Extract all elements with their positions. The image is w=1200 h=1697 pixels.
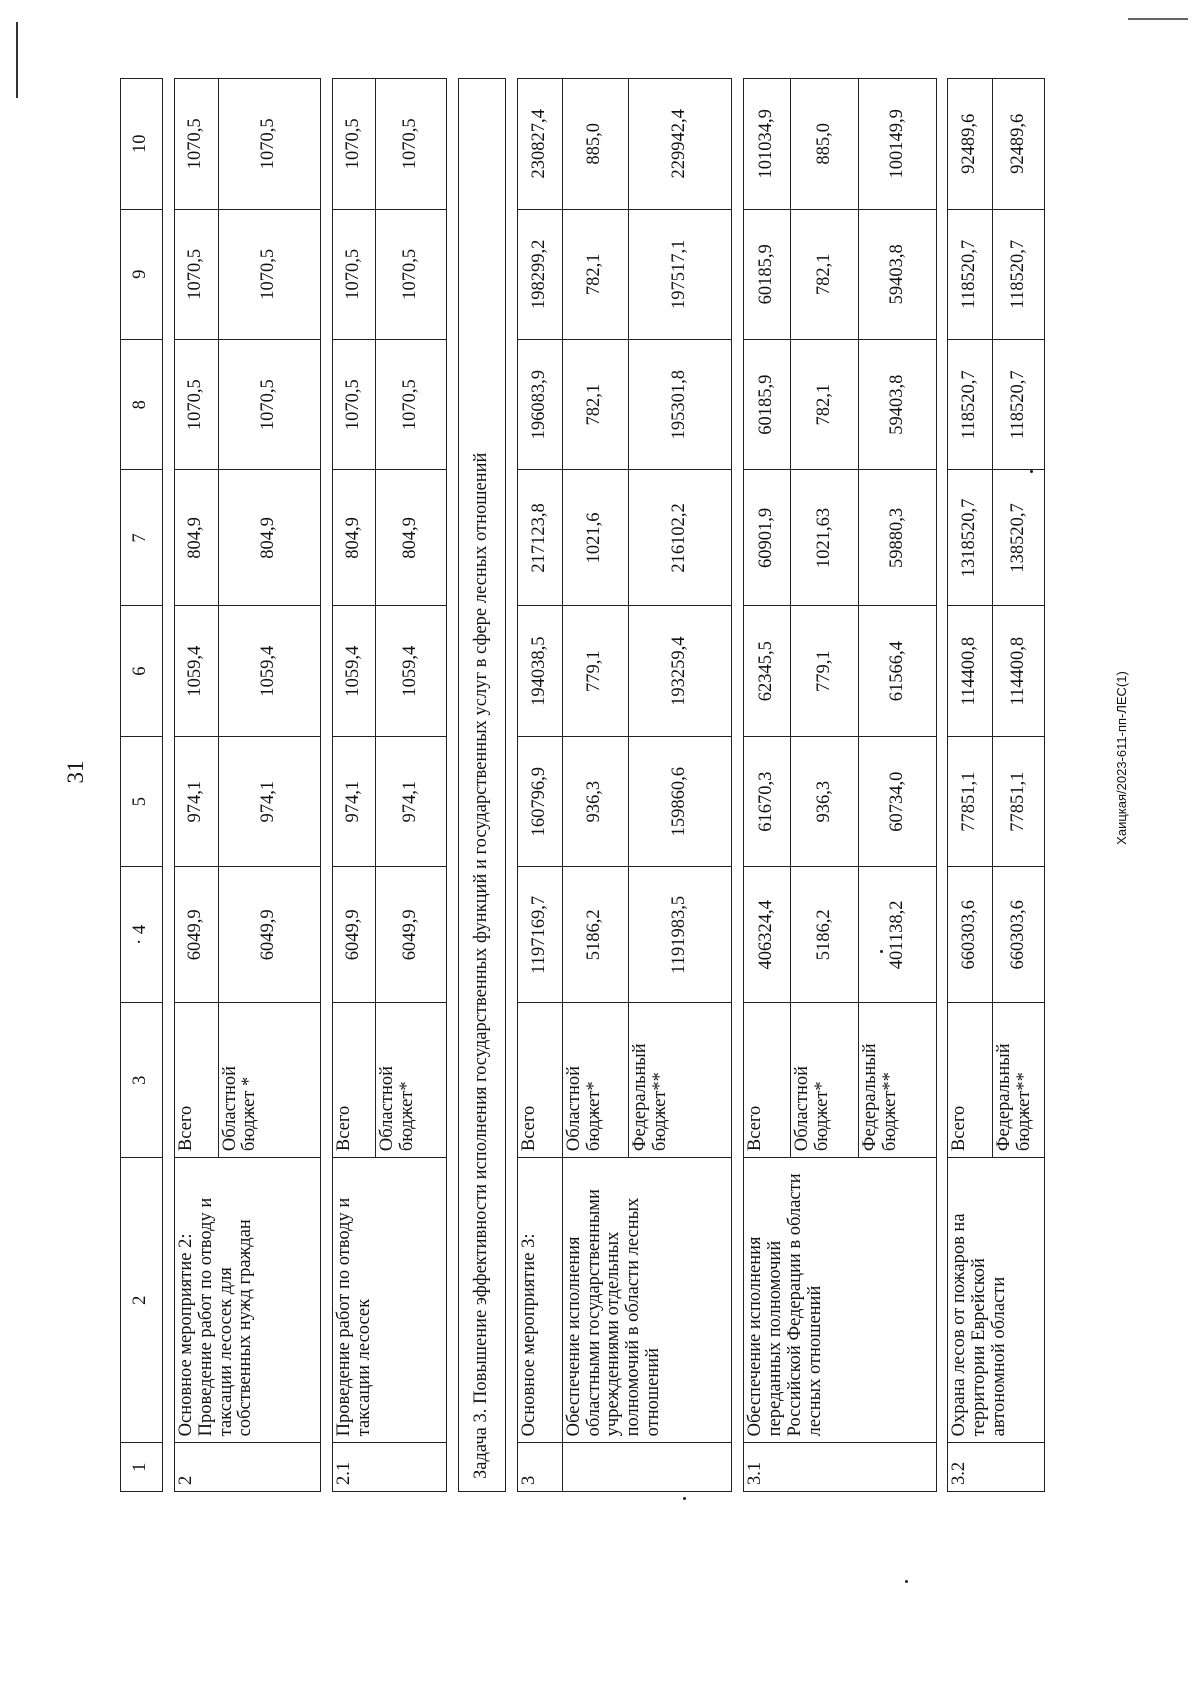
funding-source: Областной бюджет* — [790, 1003, 859, 1158]
value-cell: 782,1 — [562, 209, 628, 339]
page-number: 31 — [63, 760, 88, 784]
value-cell: 1070,5 — [218, 209, 321, 339]
measure-name: Охрана лесов от пожаров на территории Еврейской автономной области — [948, 1158, 1045, 1443]
value-cell: 61566,4 — [859, 606, 936, 736]
value-cell: 118520,7 — [993, 340, 1045, 470]
value-cell: 60185,9 — [743, 209, 790, 339]
value-cell: 1070,5 — [376, 79, 447, 210]
funding-source: Всего — [948, 1003, 993, 1158]
header-cell: 6 — [121, 606, 163, 736]
value-cell: 59880,3 — [859, 470, 936, 606]
value-cell: 1059,4 — [333, 606, 376, 736]
value-cell: 1021,63 — [790, 470, 859, 606]
value-cell: 779,1 — [562, 606, 628, 736]
funding-source: Федеральный бюджет** — [859, 1003, 936, 1158]
scan-margin-line — [16, 22, 18, 98]
value-cell: 5186,2 — [562, 867, 628, 1003]
table-row — [948, 79, 993, 1492]
funding-source: Всего — [174, 1003, 218, 1158]
header-cell: 9 — [121, 209, 163, 339]
scan-speck — [905, 1580, 908, 1583]
value-cell: 782,1 — [790, 340, 859, 470]
value-cell: 936,3 — [562, 736, 628, 866]
value-cell: 1070,5 — [218, 340, 321, 470]
spacer-row — [731, 79, 743, 1492]
value-cell: 5186,2 — [790, 867, 859, 1003]
value-cell: 936,3 — [790, 736, 859, 866]
header-cell: 7 — [121, 470, 163, 606]
table-row — [517, 79, 562, 1492]
value-cell: 59403,8 — [859, 340, 936, 470]
value-cell: 193259,4 — [628, 606, 731, 736]
value-cell: 1059,4 — [218, 606, 321, 736]
header-cell: 8 — [121, 340, 163, 470]
row-number: 3.1 — [743, 1443, 936, 1492]
value-cell: 118520,7 — [948, 209, 993, 339]
spacer-row — [446, 79, 458, 1492]
value-cell: 1070,5 — [174, 209, 218, 339]
value-cell: 1197169,7 — [517, 867, 562, 1003]
value-cell: 804,9 — [174, 470, 218, 606]
value-cell: 60185,9 — [743, 340, 790, 470]
measure-name: Проведение работ по отводу и таксации лесосек — [333, 1158, 447, 1443]
value-cell: 660303,6 — [948, 867, 993, 1003]
value-cell: 197517,1 — [628, 209, 731, 339]
scan-speck — [683, 1497, 686, 1500]
funding-source: Областной бюджет * — [218, 1003, 321, 1158]
value-cell: 101034,9 — [743, 79, 790, 210]
funding-source: Федеральный бюджет** — [993, 1003, 1045, 1158]
value-cell: 77851,1 — [993, 736, 1045, 866]
value-cell: 216102,2 — [628, 470, 731, 606]
spacer-row — [321, 79, 333, 1492]
value-cell: 885,0 — [790, 79, 859, 210]
funding-source: Всего — [743, 1003, 790, 1158]
value-cell: 230827,4 — [517, 79, 562, 210]
value-cell: 804,9 — [218, 470, 321, 606]
value-cell: 974,1 — [376, 736, 447, 866]
value-cell: 195301,8 — [628, 340, 731, 470]
value-cell: 1059,4 — [376, 606, 447, 736]
header-cell: · 4 — [121, 867, 163, 1003]
value-cell: 1070,5 — [174, 340, 218, 470]
value-cell: 118520,7 — [993, 209, 1045, 339]
measure-name: Обеспечение исполнения областными государственными учреждениями отдельных полномочий в области лесных отношений — [562, 1158, 731, 1443]
value-cell: 6049,9 — [376, 867, 447, 1003]
value-cell: 406324,4 — [743, 867, 790, 1003]
funding-source: Областной бюджет* — [562, 1003, 628, 1158]
funding-source: Всего — [517, 1003, 562, 1158]
value-cell: 160796,9 — [517, 736, 562, 866]
value-cell: 1070,5 — [333, 79, 376, 210]
value-cell: 1191983,5 — [628, 867, 731, 1003]
value-cell: 660303,6 — [993, 867, 1045, 1003]
header-row — [121, 79, 163, 1492]
value-cell: 77851,1 — [948, 736, 993, 866]
header-cell: 5 — [121, 736, 163, 866]
budget-table — [120, 78, 1045, 1492]
header-cell: 1 — [121, 1443, 163, 1492]
value-cell: 229942,4 — [628, 79, 731, 210]
value-cell: 92489,6 — [993, 79, 1045, 210]
value-cell: 1021,6 — [562, 470, 628, 606]
value-cell: 1070,5 — [174, 79, 218, 210]
value-cell: 1070,5 — [218, 79, 321, 210]
value-cell: 60734,0 — [859, 736, 936, 866]
row-number: 3 — [517, 1443, 562, 1492]
value-cell: 974,1 — [174, 736, 218, 866]
funding-source: Федеральный бюджет** — [628, 1003, 731, 1158]
row-number: 2.1 — [333, 1443, 447, 1492]
value-cell: 6049,9 — [174, 867, 218, 1003]
value-cell: 779,1 — [790, 606, 859, 736]
value-cell: 118520,7 — [948, 340, 993, 470]
measure-name: Основное мероприятие 3: — [517, 1158, 562, 1443]
measure-name: Основное мероприятие 2: Проведение работ по отводу и таксации лесосек для собственных нужд граждан — [174, 1158, 321, 1443]
header-cell: 2 — [121, 1158, 163, 1443]
value-cell: 782,1 — [562, 340, 628, 470]
funding-source: Областной бюджет* — [376, 1003, 447, 1158]
task-row — [458, 79, 505, 1492]
value-cell: 62345,5 — [743, 606, 790, 736]
measure-name: Обеспечение исполнения переданных полномочий Российской Федерации в области лесных отношений — [743, 1158, 936, 1443]
value-cell: 194038,5 — [517, 606, 562, 736]
table-row — [743, 79, 790, 1492]
value-cell: 974,1 — [218, 736, 321, 866]
value-cell: 1070,5 — [333, 340, 376, 470]
value-cell: 6049,9 — [218, 867, 321, 1003]
value-cell: 6049,9 — [333, 867, 376, 1003]
header-cell: 10 — [121, 79, 163, 210]
row-number — [562, 1443, 731, 1492]
table-row — [562, 79, 628, 1492]
rotated-table-container — [120, 78, 1045, 1492]
value-cell: 114400,8 — [993, 606, 1045, 736]
value-cell: 59403,8 — [859, 209, 936, 339]
value-cell: 885,0 — [562, 79, 628, 210]
value-cell: 198299,2 — [517, 209, 562, 339]
value-cell: 804,9 — [376, 470, 447, 606]
value-cell: 61670,3 — [743, 736, 790, 866]
value-cell: 92489,6 — [948, 79, 993, 210]
value-cell: 100149,9 — [859, 79, 936, 210]
value-cell: 1318520,7 — [948, 470, 993, 606]
value-cell: 159860,6 — [628, 736, 731, 866]
spacer-row — [505, 79, 517, 1492]
value-cell: 60901,9 — [743, 470, 790, 606]
header-cell: 3 — [121, 1003, 163, 1158]
value-cell: 1070,5 — [333, 209, 376, 339]
value-cell: 217123,8 — [517, 470, 562, 606]
spacer-row — [162, 79, 174, 1492]
task-heading: Задача 3. Повышение эффективности исполнения государственных функций и государственных услуг в сфере лесных отношений — [458, 79, 505, 1492]
value-cell: 1070,5 — [376, 209, 447, 339]
scan-top-line — [1128, 18, 1188, 20]
value-cell: 782,1 — [790, 209, 859, 339]
value-cell: 1070,5 — [376, 340, 447, 470]
value-cell: 1059,4 — [174, 606, 218, 736]
footer-document-code: Хаицкая/2023-611-пп-ЛЕС(1) — [1114, 671, 1129, 845]
spacer-row — [936, 79, 948, 1492]
value-cell: 974,1 — [333, 736, 376, 866]
table-row — [174, 79, 218, 1492]
value-cell: 804,9 — [333, 470, 376, 606]
value-cell: 401138,2 — [859, 867, 936, 1003]
value-cell: 114400,8 — [948, 606, 993, 736]
funding-source: Всего — [333, 1003, 376, 1158]
table-row — [333, 79, 376, 1492]
value-cell: 138520,7 — [993, 470, 1045, 606]
row-number: 3.2 — [948, 1443, 1045, 1492]
row-number: 2 — [174, 1443, 321, 1492]
value-cell: 196083,9 — [517, 340, 562, 470]
